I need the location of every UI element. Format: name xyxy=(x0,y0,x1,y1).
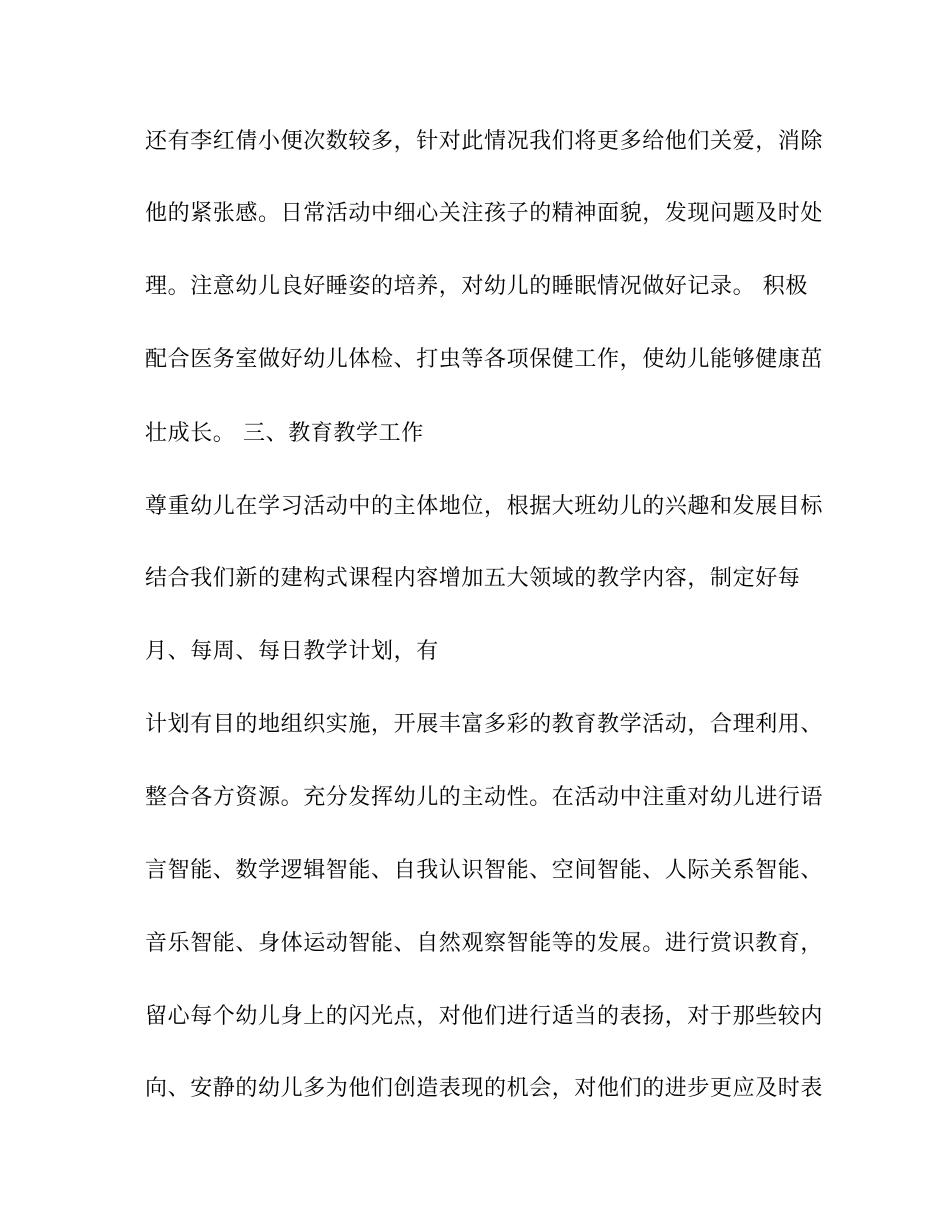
text-line: 留心每个幼儿身上的闪光点，对他们进行适当的表扬，对于那些较内 xyxy=(145,1004,824,1029)
text-line: 尊重幼儿在学习活动中的主体地位，根据大班幼儿的兴趣和发展目标 xyxy=(145,494,824,519)
text-line: 壮成长。 三、教育教学工作 xyxy=(145,421,424,446)
text-line: 计划有目的地组织实施，开展丰富多彩的教育教学活动，合理利用、 xyxy=(145,712,824,737)
text-line: 他的紧张感。日常活动中细心关注孩子的精神面貌，发现问题及时处 xyxy=(145,201,824,226)
text-line: 音乐智能、身体运动智能、自然观察智能等的发展。进行赏识教育， xyxy=(145,931,824,956)
text-line: 月、每周、每日教学计划，有 xyxy=(145,639,439,664)
text-line: 言智能、数学逻辑智能、自我认识智能、空间智能、人际关系智能、 xyxy=(145,858,824,883)
text-line: 向、安静的幼儿多为他们创造表现的机会，对他们的进步更应及时表 xyxy=(145,1076,824,1101)
text-line: 配合医务室做好幼儿体检、打虫等各项保健工作，使幼儿能够健康茁 xyxy=(145,347,824,372)
text-line: 结合我们新的建构式课程内容增加五大领域的教学内容，制定好每 xyxy=(145,566,801,591)
text-line: 还有李红倩小便次数较多，针对此情况我们将更多给他们关爱，消除 xyxy=(145,129,824,154)
text-line: 整合各方资源。充分发挥幼儿的主动性。在活动中注重对幼儿进行语 xyxy=(145,785,824,810)
text-line: 理。注意幼儿良好睡姿的培养，对幼儿的睡眠情况做好记录。 积极 xyxy=(145,274,808,299)
